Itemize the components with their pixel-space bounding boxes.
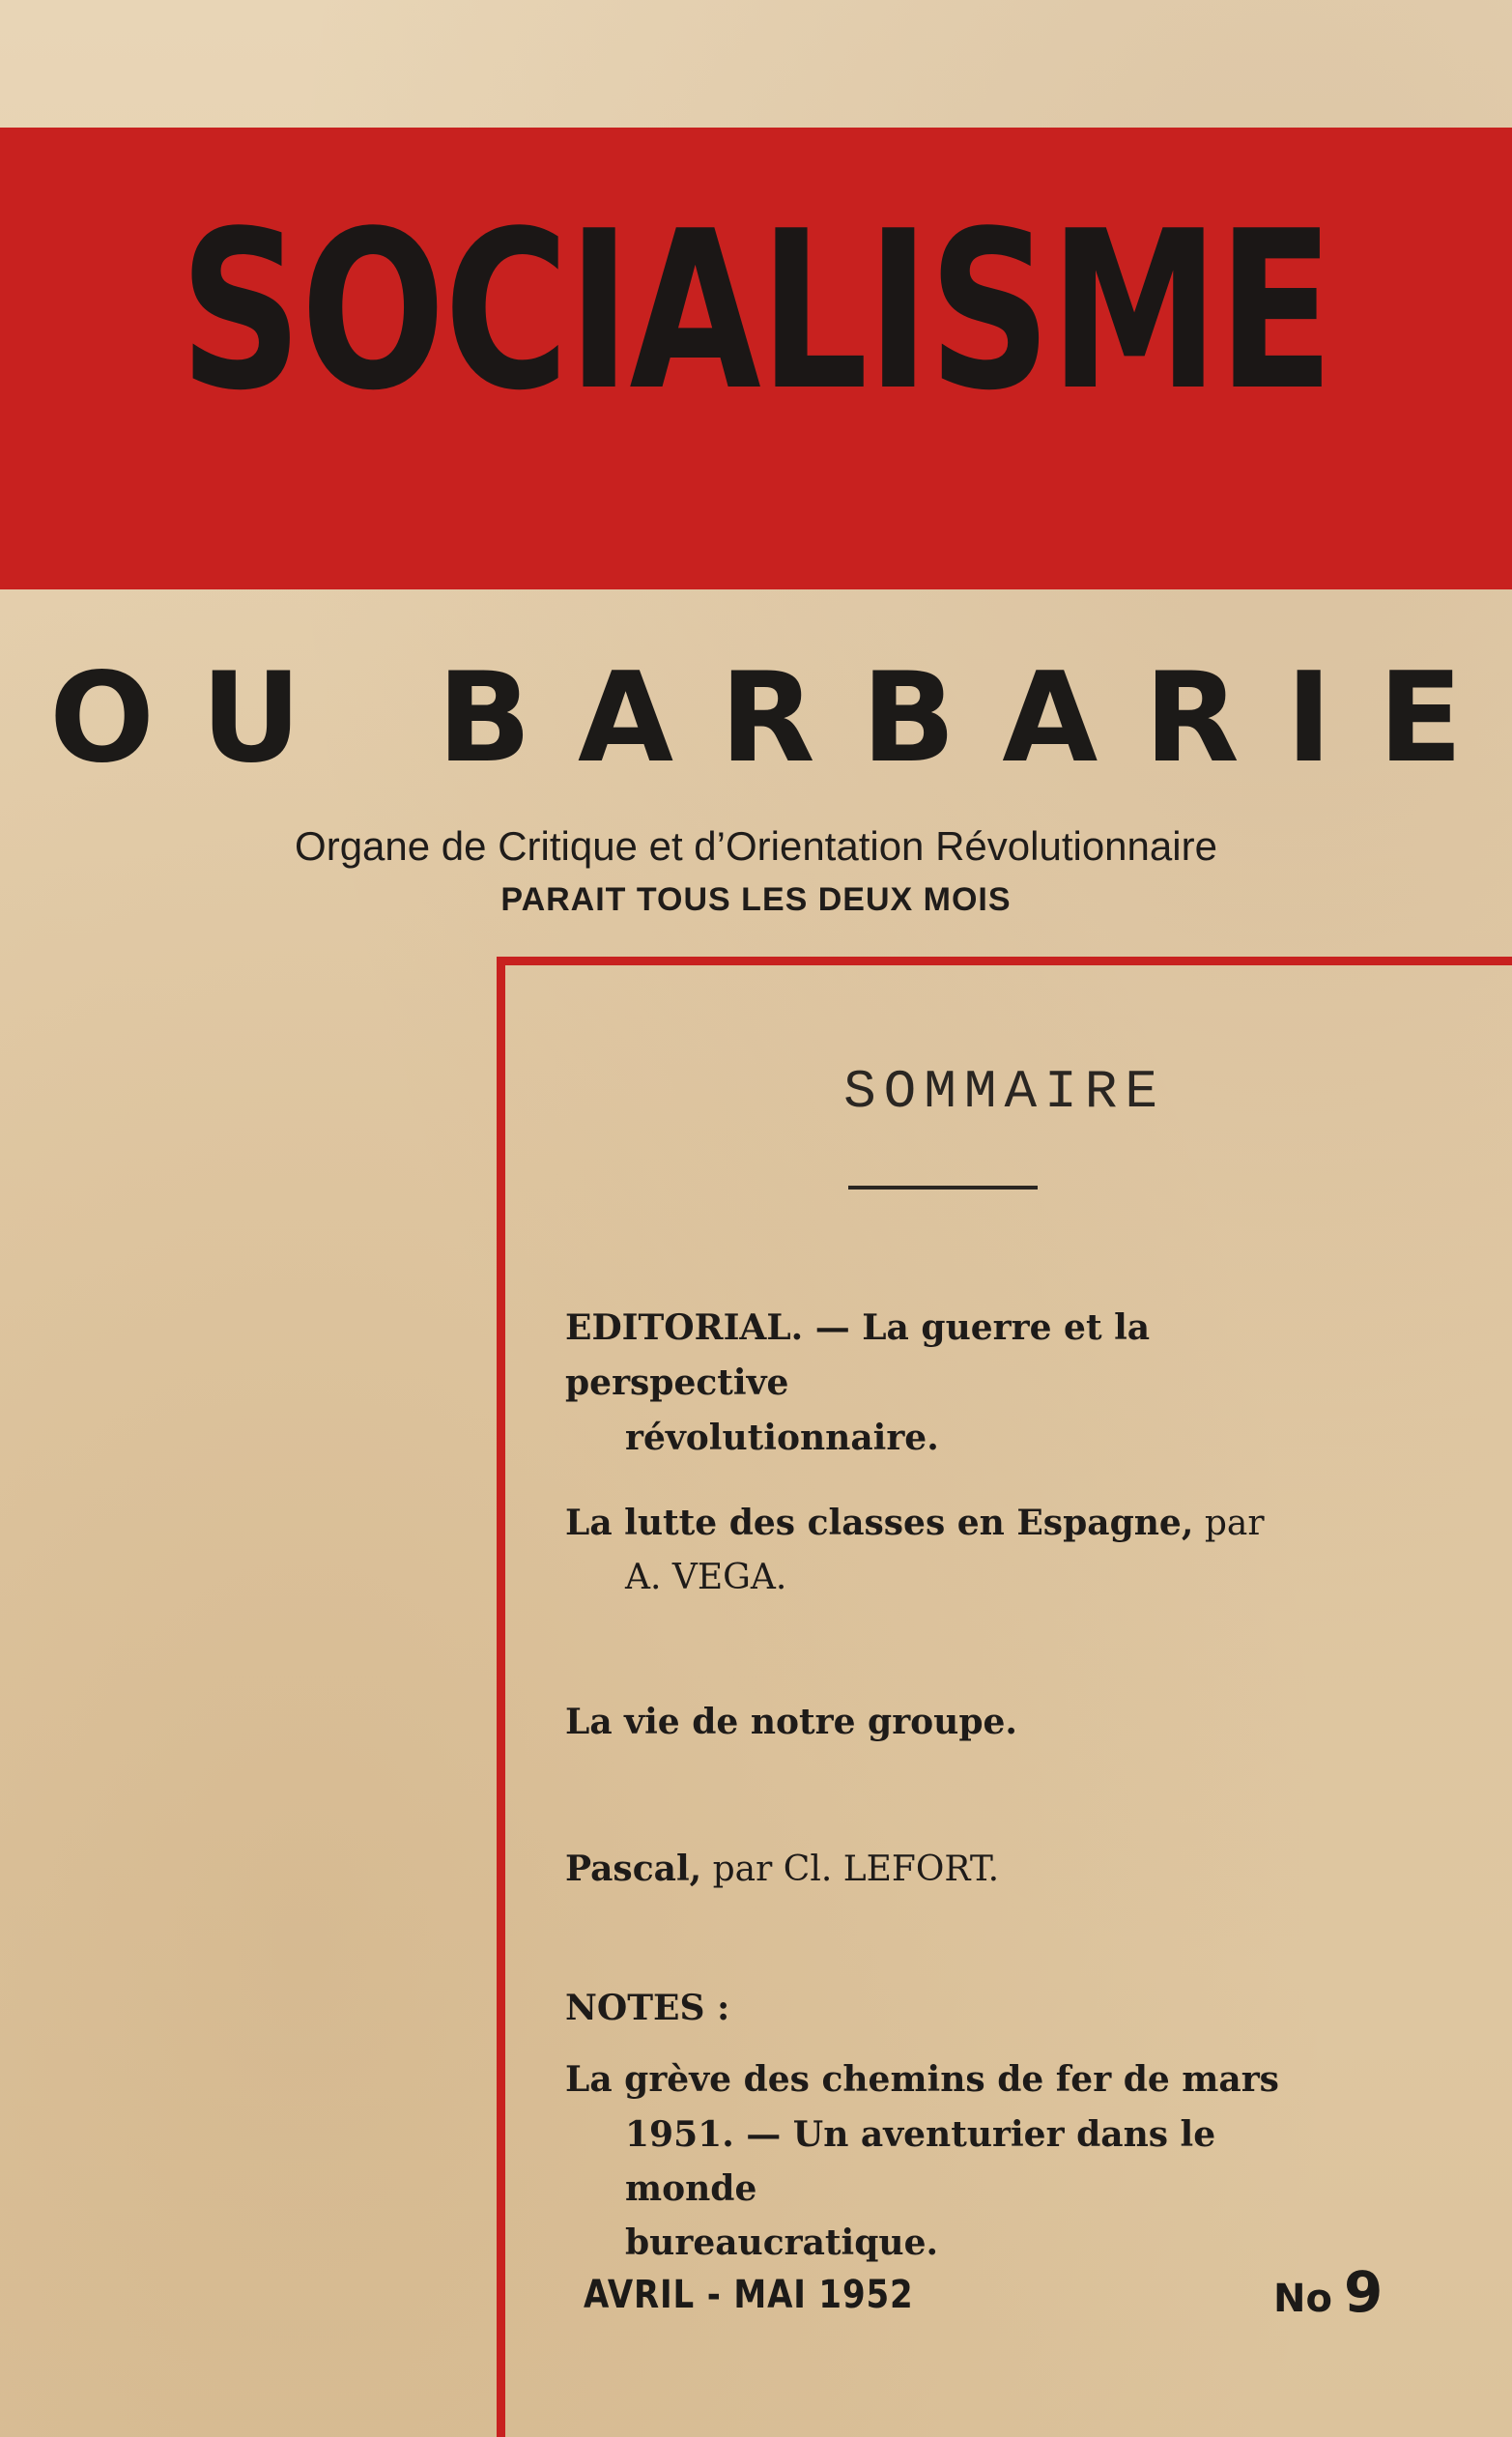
notes-line: La grève des chemins de fer de mars [565, 2059, 1279, 2100]
entry-title: Pascal, [565, 1849, 702, 1889]
contents-entry-editorial [565, 1301, 1338, 1465]
publication-frequency: PARAIT TOUS LES DEUX MOIS [500, 881, 1012, 918]
contents-heading: SOMMAIRE [843, 1061, 1165, 1123]
issue-number-label: No [1273, 2277, 1332, 2321]
notes-line: 1951. — Un aventurier dans le monde [625, 2114, 1216, 2209]
notes-heading: NOTES : [565, 1988, 730, 2028]
contents-entry-espagne [565, 1496, 1338, 1605]
contents-entry-groupe [565, 1695, 1338, 1750]
tagline: Organe de Critique et d’Orientation Révolutionnaire [295, 823, 1217, 869]
contents-entry-pascal [565, 1842, 1338, 1897]
entry-title: EDITORIAL. — La guerre et la perspective [565, 1307, 1151, 1403]
entry-title: La vie de notre groupe. [565, 1702, 1017, 1742]
entry-byline: par [1204, 1504, 1265, 1543]
notes-line: bureaucratique. [625, 2222, 939, 2263]
masthead-title: SOCIALISME [179, 185, 1333, 439]
issue-number-value: 9 [1343, 2259, 1384, 2325]
entry-continuation: révolutionnaire. [625, 1418, 939, 1458]
heading-rule [848, 1186, 1038, 1190]
contents-notes-body [565, 2052, 1338, 2270]
issue-date: AVRIL - MAI 1952 [584, 2273, 914, 2317]
issue-number [1273, 2259, 1383, 2325]
entry-author: A. VEGA. [625, 1558, 787, 1597]
entry-title: La lutte des classes en Espagne, [565, 1503, 1194, 1543]
masthead-subtitle: OU BARBARIE [49, 646, 1509, 790]
entry-byline: par Cl. LEFORT. [712, 1849, 1000, 1889]
contents-notes-heading [565, 1981, 1338, 2036]
